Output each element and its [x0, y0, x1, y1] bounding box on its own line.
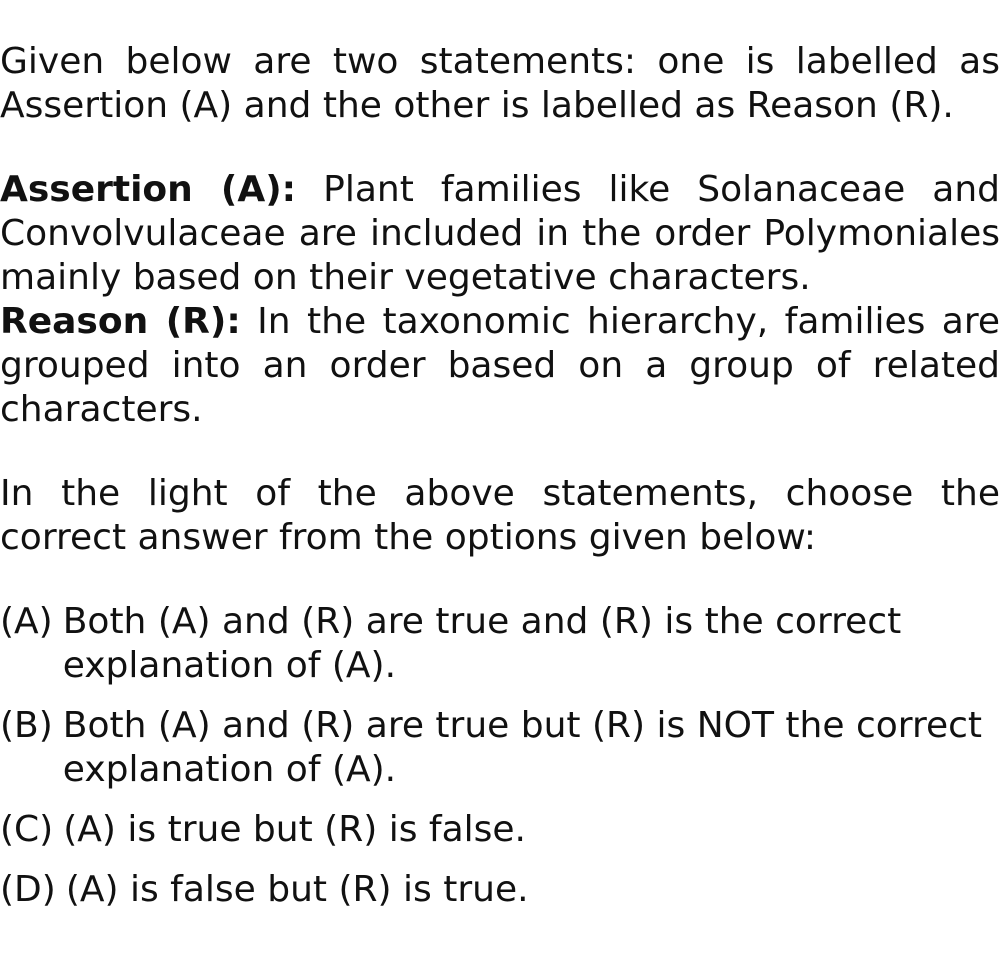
option-key: (C) — [0, 809, 54, 850]
option-b[interactable] — [0, 704, 1000, 792]
option-text: Both (A) and (R) are true and (R) is the correct explanation of (A). — [62, 601, 902, 686]
reason-statement — [0, 300, 1000, 432]
option-key: (D) — [0, 869, 56, 910]
intro-text: Given below are two statements: one is labelled as Assertion (A) and the other is labelled as Reason (R). — [0, 41, 1000, 126]
option-text: (A) is false but (R) is true. — [65, 869, 529, 910]
instruction-text: In the light of the above statements, choose the correct answer from the options given below: — [0, 473, 1000, 558]
option-key: (B) — [0, 705, 53, 746]
option-text: Both (A) and (R) are true but (R) is NOT the correct explanation of (A). — [62, 705, 983, 790]
assertion-statement — [0, 168, 1000, 300]
option-key: (A) — [0, 601, 53, 642]
spacer — [0, 432, 1000, 472]
assertion-label: Assertion (A): — [0, 169, 297, 210]
option-c[interactable] — [0, 808, 1000, 852]
option-a[interactable] — [0, 600, 1000, 688]
reason-text: In the taxonomic hierarchy, families are grouped into an order based on a group of related characters. — [0, 301, 1000, 430]
options-list — [0, 600, 1000, 912]
spacer — [0, 128, 1000, 168]
assertion-text: Plant families like Solanaceae and Convolvulaceae are included in the order Polymoniales mainly based on their vegetative characters. — [0, 169, 1000, 298]
option-text: (A) is true but (R) is false. — [63, 809, 526, 850]
option-d[interactable] — [0, 868, 1000, 912]
reason-label: Reason (R): — [0, 301, 241, 342]
spacer — [0, 560, 1000, 600]
